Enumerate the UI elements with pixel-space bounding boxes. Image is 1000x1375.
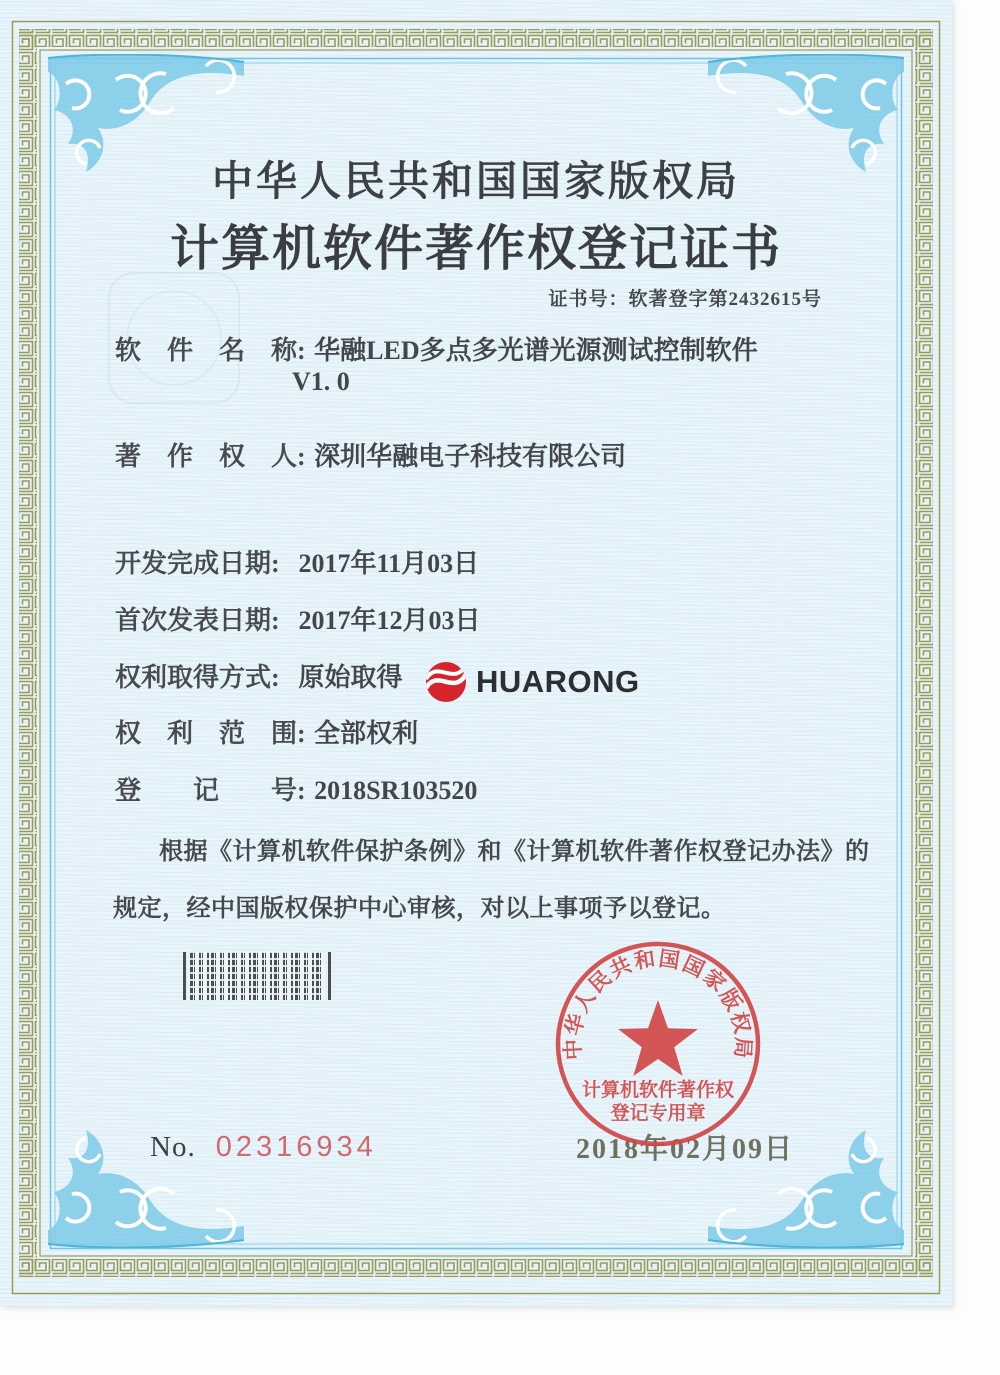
field-value: 2017年11月03日: [298, 549, 480, 578]
cert-number-label: 证书号：: [548, 289, 629, 310]
serial-row: [150, 1131, 377, 1164]
statement-line-1: 根据《计算机软件保护条例》和《计算机软件著作权登记办法》的: [159, 839, 870, 865]
seal-line2: 登记专用章: [610, 1103, 706, 1124]
field-value: 深圳华融电子科技有限公司: [314, 442, 627, 471]
field-label: 权利取得方式:: [115, 663, 280, 692]
seal-ring-text: 中华人民共和国国家版权局: [560, 946, 756, 1061]
field-label: 软 件 名 称:: [115, 336, 306, 365]
authority-title: 中华人民共和国国家版权局: [212, 158, 740, 204]
serial-prefix: No.: [150, 1131, 196, 1163]
issue-date: 2018年02月09日: [576, 1134, 795, 1165]
official-seal: [552, 938, 764, 1150]
statement-line-2: 规定，经中国版权保护中心审核，对以上事项予以登记。: [113, 896, 726, 922]
field-row-rights-acquisition: [115, 657, 403, 694]
field-value: 原始取得: [298, 663, 403, 692]
field-label: 登 记 号:: [115, 776, 306, 805]
field-value: 2018SR103520: [314, 776, 478, 805]
certificate-title: 计算机软件著作权登记证书: [169, 221, 782, 276]
serial-number: 02316934: [215, 1131, 377, 1163]
corner-flourish-bottom-left-icon: [46, 1098, 246, 1248]
seal-star-icon: [618, 1000, 698, 1076]
field-row-rights-scope: [115, 713, 418, 750]
cert-number-value: 软著登字第2432615号: [628, 289, 822, 310]
field-label: 首次发表日期:: [115, 606, 280, 635]
field-row-registration-number: [115, 770, 477, 807]
huarong-logo-icon: [424, 660, 468, 704]
field-row-software-name: [115, 330, 758, 367]
field-value: 2017年12月03日: [298, 606, 481, 635]
field-label: 权 利 范 围:: [115, 719, 306, 748]
field-row-dev-complete-date: [115, 543, 479, 580]
field-value: 华融LED多点多光谱光源测试控制软件: [314, 336, 758, 365]
huarong-logo: [424, 660, 640, 704]
field-row-first-publish-date: [115, 600, 481, 637]
huarong-logo-text: HUARONG: [476, 664, 640, 699]
field-label: 著 作 权 人:: [115, 442, 306, 471]
seal-line1: 计算机软件著作权: [581, 1080, 735, 1101]
software-version-line: V1. 0: [292, 367, 350, 396]
field-value: 全部权利: [314, 719, 419, 748]
field-label: 开发完成日期:: [115, 549, 280, 578]
barcode-image: [183, 952, 331, 1000]
field-row-copyright-owner: [115, 436, 626, 473]
